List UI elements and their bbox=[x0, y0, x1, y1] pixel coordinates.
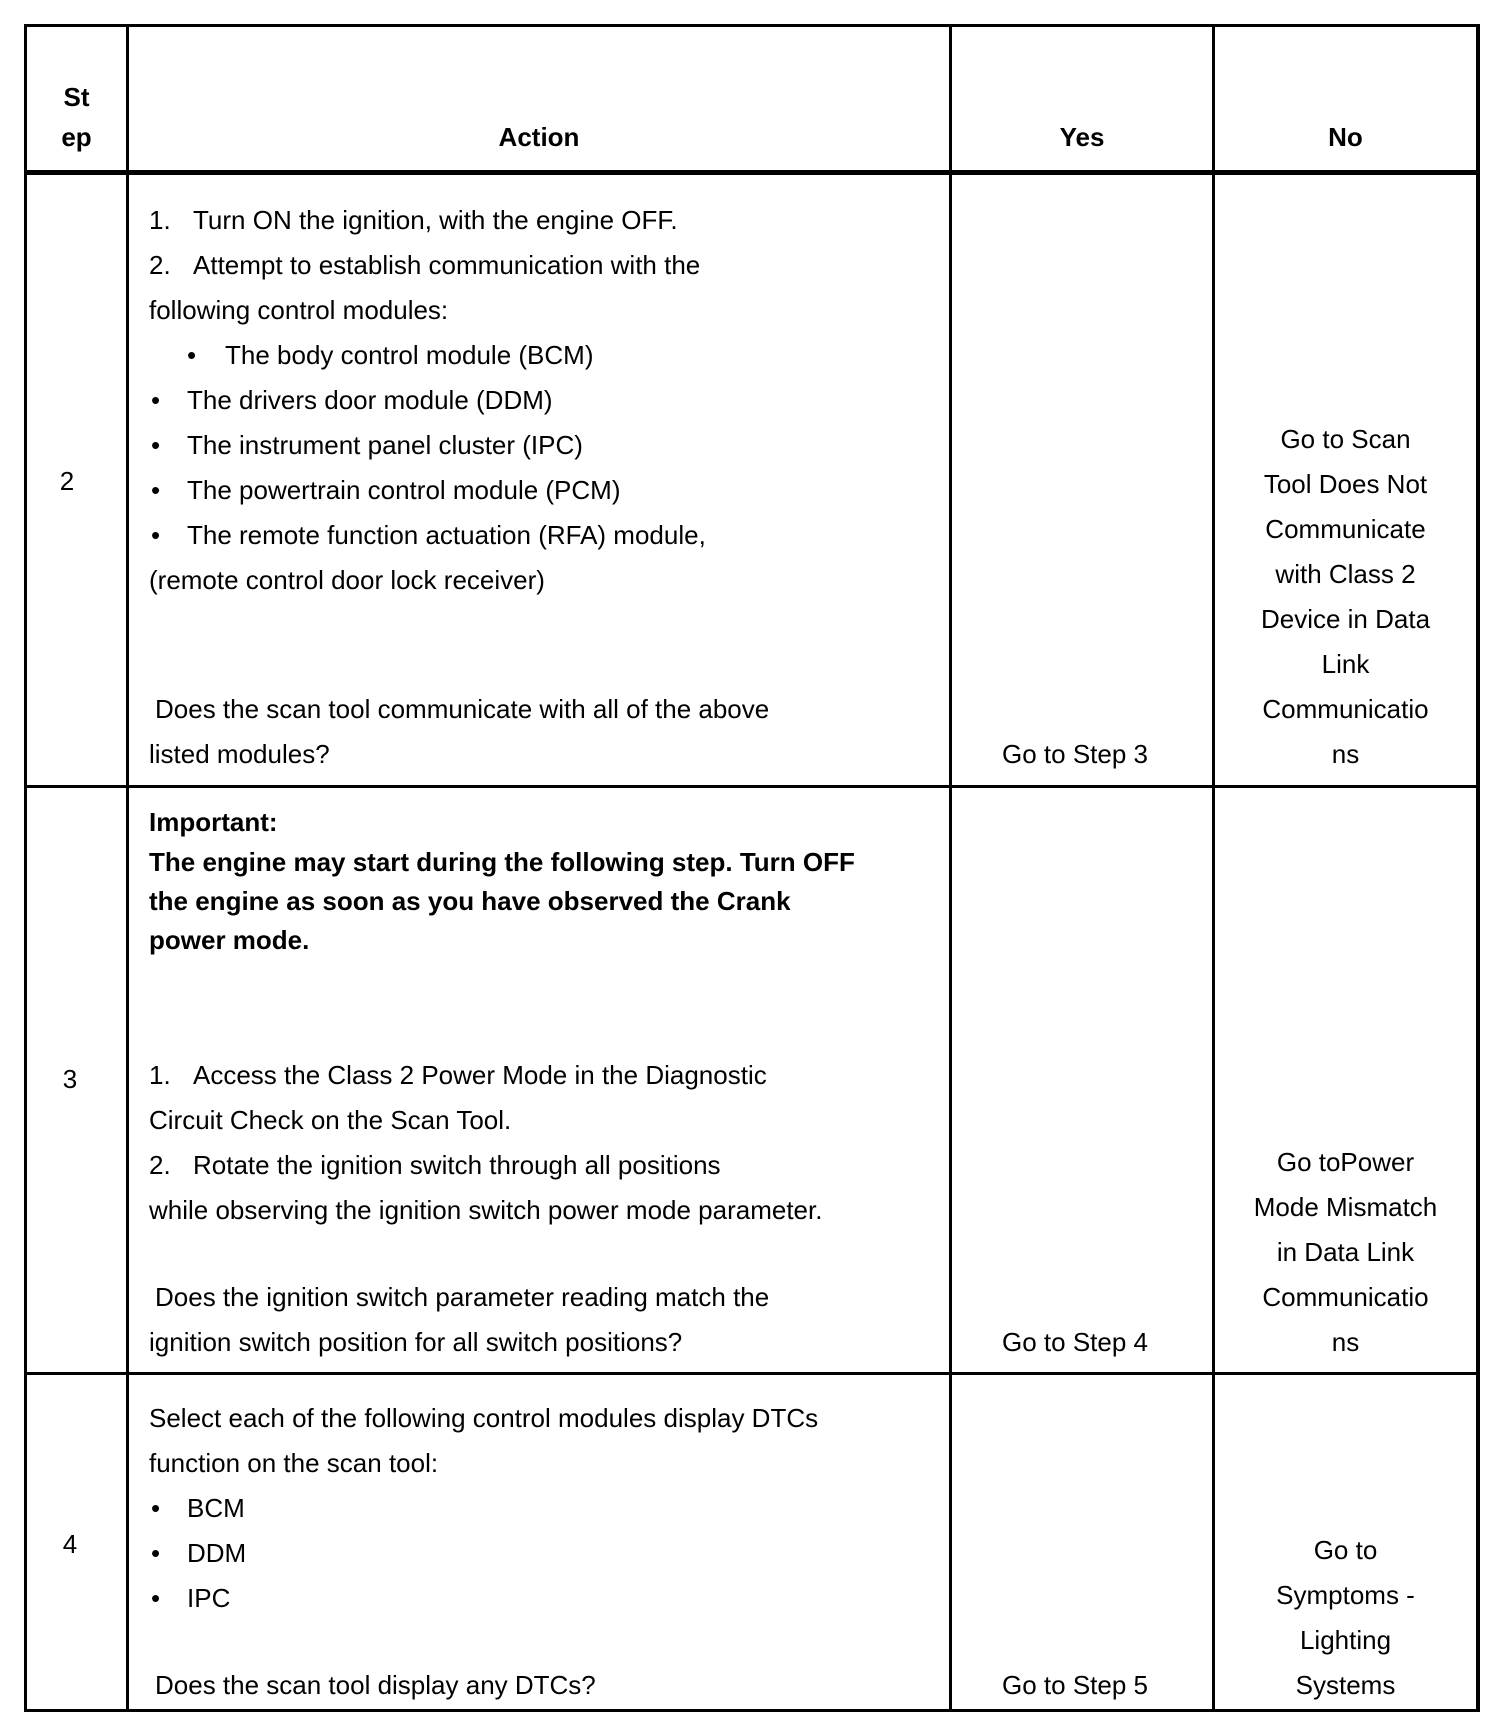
warning-text: power mode. bbox=[149, 925, 310, 955]
action-text: Turn ON the ignition, with the engine OFF. bbox=[193, 205, 678, 235]
bullet-text: BCM bbox=[187, 1493, 245, 1523]
no-result-line: Mode Mismatch bbox=[1253, 1192, 1438, 1222]
action-text: Attempt to establish communication with the bbox=[193, 250, 701, 280]
no-result-line: with Class 2 bbox=[1275, 559, 1416, 589]
header-divider bbox=[24, 170, 1480, 175]
bullet-text: The instrument panel cluster (IPC) bbox=[187, 430, 583, 460]
column-divider bbox=[1212, 24, 1215, 1712]
yes-result: Go to Step 5 bbox=[1002, 1670, 1148, 1700]
bullet-text: DDM bbox=[187, 1538, 247, 1568]
yes-result: Go to Step 3 bbox=[1002, 739, 1148, 769]
list-number: 2. bbox=[149, 1150, 171, 1180]
action-text: Select each of the following control modules display DTCs bbox=[149, 1403, 819, 1433]
table-border-right bbox=[1476, 24, 1480, 1712]
no-result-line: Go toPower bbox=[1276, 1147, 1415, 1177]
row-divider bbox=[24, 785, 1480, 788]
action-text: while observing the ignition switch power mode parameter. bbox=[149, 1195, 823, 1225]
bullet-mark: • bbox=[151, 1538, 161, 1568]
header-action: Action bbox=[498, 122, 580, 152]
no-result-line: Go to Scan bbox=[1280, 424, 1411, 454]
action-text: following control modules: bbox=[149, 295, 449, 325]
action-text: function on the scan tool: bbox=[149, 1448, 439, 1478]
bullet-mark: • bbox=[151, 385, 161, 415]
bullet-mark: • bbox=[151, 1583, 161, 1613]
step-number: 2 bbox=[59, 466, 75, 496]
table-border-left bbox=[24, 24, 27, 1712]
bullet-mark: • bbox=[151, 430, 161, 460]
no-result-line: ns bbox=[1331, 1327, 1360, 1357]
action-text: Circuit Check on the Scan Tool. bbox=[149, 1105, 512, 1135]
action-text: (remote control door lock receiver) bbox=[149, 565, 545, 595]
header-step-line2: ep bbox=[61, 122, 92, 152]
list-number: 1. bbox=[149, 205, 171, 235]
row-divider bbox=[24, 1372, 1480, 1375]
no-result-line: Link bbox=[1321, 649, 1370, 679]
column-divider bbox=[126, 24, 129, 1712]
step-number: 3 bbox=[62, 1064, 78, 1094]
no-result-line: Tool Does Not bbox=[1263, 469, 1428, 499]
no-result-line: Device in Data bbox=[1260, 604, 1431, 634]
no-result-line: Systems bbox=[1295, 1670, 1396, 1700]
no-result-line: ns bbox=[1331, 739, 1360, 769]
column-divider bbox=[949, 24, 952, 1712]
action-question: ignition switch position for all switch positions? bbox=[149, 1327, 683, 1357]
header-no: No bbox=[1328, 122, 1363, 152]
bullet-text: IPC bbox=[187, 1583, 231, 1613]
no-result-line: Symptoms - bbox=[1276, 1580, 1415, 1610]
action-text: Rotate the ignition switch through all positions bbox=[193, 1150, 721, 1180]
important-label: Important: bbox=[149, 807, 278, 837]
yes-result: Go to Step 4 bbox=[1002, 1327, 1148, 1357]
no-result-line: Communicatio bbox=[1262, 1282, 1429, 1312]
bullet-text: The body control module (BCM) bbox=[225, 340, 594, 370]
table-border-top bbox=[24, 24, 1480, 27]
bullet-text: The powertrain control module (PCM) bbox=[187, 475, 621, 505]
action-text: Access the Class 2 Power Mode in the Diagnostic bbox=[193, 1060, 767, 1090]
table-border-bottom bbox=[24, 1709, 1480, 1712]
no-result-line: Communicate bbox=[1265, 514, 1426, 544]
bullet-mark: • bbox=[151, 475, 161, 505]
bullet-mark: • bbox=[187, 340, 197, 370]
header-yes: Yes bbox=[1059, 122, 1105, 152]
action-question: Does the scan tool communicate with all of the above bbox=[155, 694, 770, 724]
warning-text: The engine may start during the following step. Turn OFF bbox=[149, 847, 855, 877]
no-result-line: in Data Link bbox=[1276, 1237, 1415, 1267]
action-question: Does the ignition switch parameter reading match the bbox=[155, 1282, 770, 1312]
list-number: 1. bbox=[149, 1060, 171, 1090]
no-result-line: Go to bbox=[1313, 1535, 1378, 1565]
step-number: 4 bbox=[62, 1529, 78, 1559]
warning-text: the engine as soon as you have observed the Crank bbox=[149, 886, 791, 916]
list-number: 2. bbox=[149, 250, 171, 280]
no-result-line: Communicatio bbox=[1262, 694, 1429, 724]
no-result-line: Lighting bbox=[1299, 1625, 1392, 1655]
bullet-mark: • bbox=[151, 1493, 161, 1523]
bullet-text: The remote function actuation (RFA) module, bbox=[187, 520, 706, 550]
diagnostic-table bbox=[24, 24, 1480, 1712]
action-question: Does the scan tool display any DTCs? bbox=[155, 1670, 596, 1700]
action-question: listed modules? bbox=[149, 739, 330, 769]
header-step-line1: St bbox=[63, 82, 90, 112]
bullet-mark: • bbox=[151, 520, 161, 550]
bullet-text: The drivers door module (DDM) bbox=[187, 385, 553, 415]
